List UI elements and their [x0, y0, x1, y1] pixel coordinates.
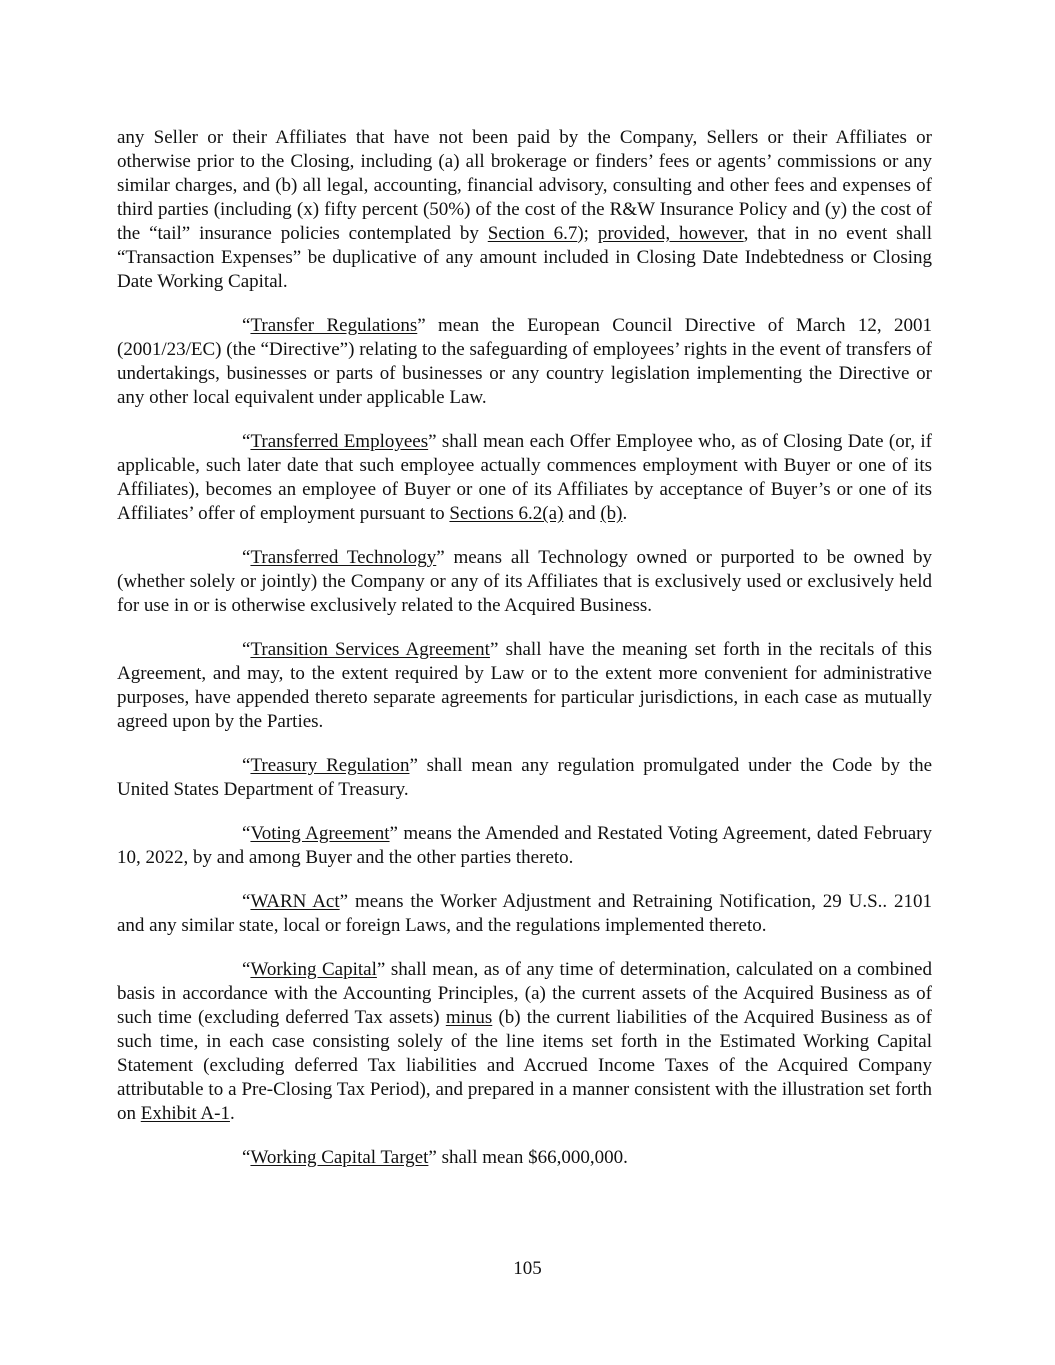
paragraph-text: ” shall mean, as of any time of determination, calculated on a combined basis in accordance with the Accounting Principles, (a) the current assets of the Acquired Business as of such time (excluding deferred Tax assets) [117, 959, 932, 1028]
paragraph-text: “ [242, 755, 251, 776]
paragraph [117, 314, 932, 410]
paragraph-text: ” means the Amended and Restated Voting Agreement, dated February 10, 2022, by and among Buyer and the other parties thereto. [117, 823, 933, 868]
paragraph-text: ” mean the European Council Directive of March 12, 2001 (2001/23/EC) (the “Directive”) relating to the safeguarding of employees’ rights in the event of transfers of undertakings, businesses or parts of businesses or any country legislation implementing the Directive or any other local equivalent under applicable Law. [117, 315, 933, 408]
paragraph-text: . [229, 1103, 235, 1124]
underlined-term: Working Capital Target [250, 1147, 429, 1168]
underlined-term: Transition Services Agreement [250, 639, 490, 660]
paragraph-text: ” shall have the meaning set forth in the recitals of this Agreement, and may, to the extent required by Law or to the extent more convenient for administrative purposes, have appended thereto separate agreements for particular jurisdictions, in each case as mutually agreed upon by the Parties. [117, 639, 932, 732]
paragraph-text: ” shall mean $66,000,000. [428, 1147, 628, 1168]
paragraph [117, 638, 932, 734]
underlined-term: (b) [600, 503, 623, 524]
underlined-term: Transfer Regulations [250, 315, 418, 336]
paragraph-text: ” shall mean each Offer Employee who, as of Closing Date (or, if applicable, such later date that such employee actually commences employment with Buyer or one of its Affiliates), becomes an employee of Buyer or one of its Affiliates by acceptance of Buyer’s or one of its Affiliates’ offer of employment pursuant to [117, 431, 932, 524]
paragraph-text: ” means the Worker Adjustment and Retraining Notification, 29 U.S.. 2101 and any similar state, local or foreign Laws, and the regulations implemented thereto. [117, 891, 933, 936]
paragraph [117, 1146, 932, 1170]
paragraph-text: “ [242, 823, 251, 844]
paragraph-text: and [563, 503, 601, 524]
paragraph-text: “ [242, 639, 251, 660]
paragraph-text: any Seller or their Affiliates that have not been paid by the Company, Sellers or their Affiliates or otherwise prior to the Closing, including (a) all brokerage or finders’ fees or agents’ commissions or any similar charges, and (b) all legal, accounting, financial advisory, consulting and other fees and expenses of third parties (including (x) fifty percent (50%) of the cost of the R&W Insurance Policy and (y) the cost of the “tail” insurance policies contemplated by [117, 127, 932, 244]
document-body [117, 126, 932, 1190]
paragraph [117, 126, 932, 294]
paragraph [117, 754, 932, 802]
underlined-term: Section 6.7 [487, 223, 578, 244]
paragraph-text: “ [242, 315, 251, 336]
underlined-term: Exhibit A-1 [140, 1103, 230, 1124]
paragraph [117, 958, 932, 1126]
paragraph-text: ” shall mean any regulation promulgated under the Code by the United States Department of Treasury. [117, 755, 932, 800]
paragraph-text: “ [242, 959, 251, 980]
paragraph [117, 822, 932, 870]
underlined-term: Transferred Technology [250, 547, 437, 568]
paragraph-text: (b) the current liabilities of the Acquired Business as of such time, in each case consisting solely of the line items set forth in the Estimated Working Capital Statement (excluding deferred Tax liabilities and Accrued Income Taxes of the Acquired Company attributable to a Pre-Closing Tax Period), and prepared in a manner consistent with the illustration set forth on [117, 1007, 932, 1124]
underlined-term: Transferred Employees [250, 431, 429, 452]
underlined-term: provided, however [597, 223, 744, 244]
paragraph-text: “ [242, 891, 251, 912]
underlined-term: WARN Act [250, 891, 340, 912]
paragraph [117, 546, 932, 618]
paragraph [117, 890, 932, 938]
underlined-term: Sections 6.2(a) [449, 503, 564, 524]
underlined-term: Voting Agreement [250, 823, 390, 844]
underlined-term: minus [445, 1007, 493, 1028]
paragraph-text: “ [242, 547, 251, 568]
paragraph-text: ); [577, 223, 598, 244]
page-number: 105 [513, 1258, 542, 1279]
paragraph-text: “ [242, 1147, 251, 1168]
underlined-term: Working Capital [250, 959, 377, 980]
paragraph-text: ” means all Technology owned or purported to be owned by (whether solely or jointly) the Company or any of its Affiliates that is exclusively used or exclusively held for use in or is otherwise exclusively related to the Acquired Business. [117, 547, 932, 616]
underlined-term: Treasury Regulation [250, 755, 410, 776]
paragraph-text: , that in no event shall “Transaction Expenses” be duplicative of any amount included in Closing Date Indebtedness or Closing Date Working Capital. [117, 223, 932, 292]
paragraph [117, 430, 932, 526]
paragraph-text: “ [242, 431, 251, 452]
paragraph-text: . [622, 503, 628, 524]
